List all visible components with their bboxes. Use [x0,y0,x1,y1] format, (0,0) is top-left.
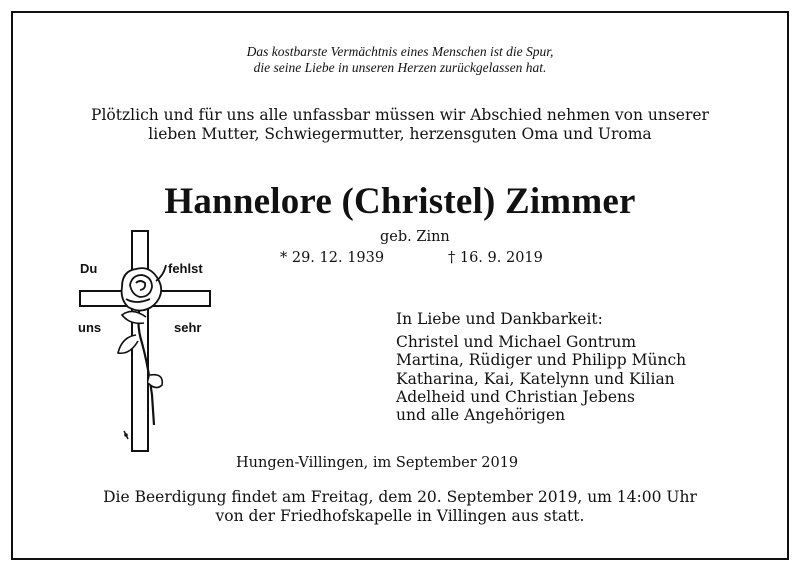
mourners-heading: In Liebe und Dankbarkeit: [396,310,603,328]
mourner-line: Adelheid und Christian Jebens [396,387,635,406]
mourner-line: und alle Angehörigen [396,406,566,425]
place-date: Hungen-Villingen, im September 2019 [236,455,519,471]
cross-text-du: Du [80,261,98,276]
mourner-line: Christel und Michael Gontrum [396,333,637,352]
motto-line-2: die seine Liebe in unseren Herzen zurückgelassen hat. [253,60,547,75]
intro-line-2: lieben Mutter, Schwiegermutter, herzensguten Oma und Uroma [148,125,652,143]
funeral-line-2: von der Friedhofskapelle in Villingen aus statt. [215,507,585,525]
birth-name: geb. Zinn [380,229,450,245]
cross-emblem [70,225,215,455]
mourners-block [396,310,686,424]
mourner-line: Martina, Rüdiger und Philipp Münch [396,351,687,370]
motto-line-1: Das kostbarste Vermächtnis eines Menschen ist die Spur, [246,44,554,59]
cross-text-sehr: sehr [174,320,202,335]
cross-text-uns: uns [78,320,102,335]
funeral-line-1: Die Beerdigung findet am Freitag, dem 20. September 2019, um 14:00 Uhr [103,488,697,506]
birth-date: * 29. 12. 1939 [280,250,385,266]
intro-line-1: Plötzlich und für uns alle unfassbar müssen wir Abschied nehmen von unserer [91,106,709,124]
cross-text-fehlst: fehlst [168,261,203,276]
death-date: † 16. 9. 2019 [448,250,543,266]
mourners-list [396,333,686,424]
cross-rose-icon [70,225,215,455]
mourner-line: Katharina, Kai, Katelynn und Kilian [396,369,675,388]
deceased-name: Hannelore (Christel) Zimmer [164,181,636,222]
